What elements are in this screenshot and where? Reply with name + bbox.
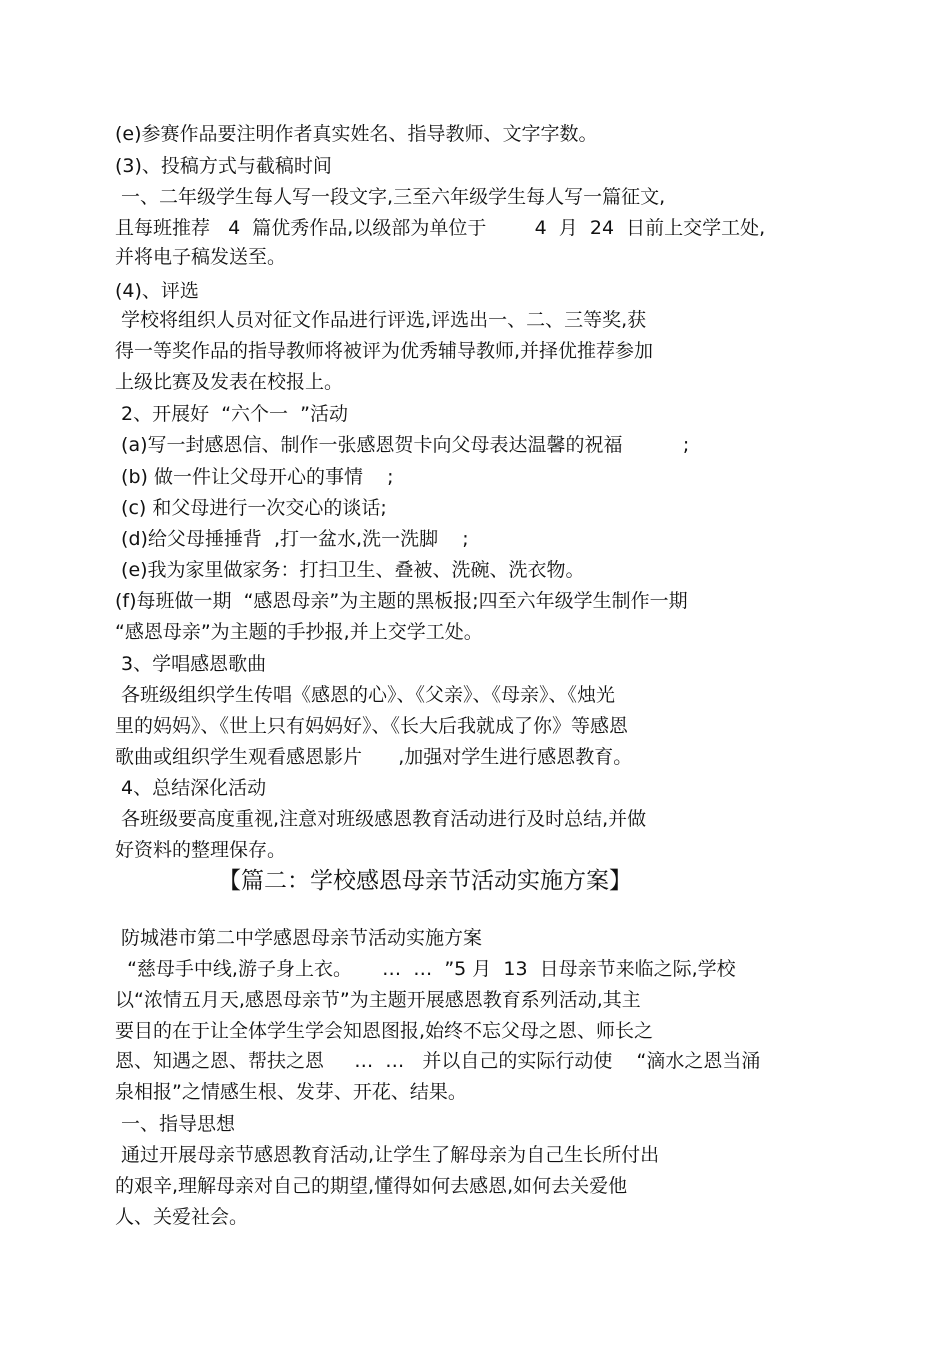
text-line: 且每班推荐 4 篇优秀作品,以级部为单位于 4 月 24 日前上交学工处, xyxy=(115,217,766,239)
text-line: 2、开展好 “六个一 ”活动 xyxy=(115,403,348,425)
text-line: 歌曲或组织学生观看感恩影片 ,加强对学生进行感恩教育。 xyxy=(115,746,633,768)
text-line: 恩、知遇之恩、帮扶之恩 … … 并以自己的实际行动使 “滴水之恩当涌 xyxy=(115,1050,761,1072)
text-line: (b) 做一件让父母开心的事情 ; xyxy=(115,466,394,488)
section-heading: 【篇二：学校感恩母亲节活动实施方案】 xyxy=(218,868,632,894)
text-line: 3、学唱感恩歌曲 xyxy=(115,653,267,675)
text-line: 学校将组织人员对征文作品进行评选,评选出一、二、三等奖,获 xyxy=(115,309,647,331)
text-line: 上级比赛及发表在校报上。 xyxy=(115,371,344,393)
text-line: (f)每班做一期 “感恩母亲”为主题的黑板报;四至六年级学生制作一期 xyxy=(115,590,688,612)
text-line: (3)、投稿方式与截稿时间 xyxy=(115,155,332,177)
text-line: “感恩母亲”为主题的手抄报,并上交学工处。 xyxy=(115,621,483,643)
text-line: 各班级组织学生传唱《感恩的心》、《父亲》、《母亲》、《烛光 xyxy=(115,684,616,706)
text-line: 要目的在于让全体学生学会知恩图报,始终不忘父母之恩、师长之 xyxy=(115,1020,654,1042)
text-line: 里的妈妈》、《世上只有妈妈好》、《长大后我就成了你》等感恩 xyxy=(115,715,629,737)
text-line: (e)参赛作品要注明作者真实姓名、指导教师、文字字数。 xyxy=(115,123,598,145)
text-line: 各班级要高度重视,注意对班级感恩教育活动进行及时总结,并做 xyxy=(115,808,647,830)
text-line: 4、总结深化活动 xyxy=(115,777,267,799)
text-line: 的艰辛,理解母亲对自己的期望,懂得如何去感恩,如何去关爱他 xyxy=(115,1175,628,1197)
text-line: 人、关爱社会。 xyxy=(115,1206,249,1228)
text-line: (a)写一封感恩信、制作一张感恩贺卡向父母表达温馨的祝福 ; xyxy=(115,434,690,456)
text-line: 防城港市第二中学感恩母亲节活动实施方案 xyxy=(115,927,483,949)
text-line: 得一等奖作品的指导教师将被评为优秀辅导教师,并择优推荐参加 xyxy=(115,340,654,362)
text-line: (d)给父母捶捶背 ,打一盆水,洗一洗脚 ; xyxy=(115,528,469,550)
text-line: (e)我为家里做家务：打扫卫生、叠被、洗碗、洗衣物。 xyxy=(115,559,585,581)
text-line: 并将电子稿发送至。 xyxy=(115,246,287,268)
text-line: 以“浓情五月天,感恩母亲节”为主题开展感恩教育系列活动,其主 xyxy=(115,989,641,1011)
text-line: 通过开展母亲节感恩教育活动,让学生了解母亲为自己生长所付出 xyxy=(115,1144,660,1166)
text-line: 一、指导思想 xyxy=(115,1113,236,1135)
text-line: (4)、评选 xyxy=(115,280,199,302)
text-line: 好资料的整理保存。 xyxy=(115,839,287,861)
text-line: “慈母手中线,游子身上衣。 … … ”5 月 13 日母亲节来临之际,学校 xyxy=(115,958,736,980)
text-line: 泉相报”之情感生根、发芽、开花、结果。 xyxy=(115,1081,467,1103)
text-line: (c) 和父母进行一次交心的谈话; xyxy=(115,497,387,519)
text-line: 一、二年级学生每人写一段文字,三至六年级学生每人写一篇征文, xyxy=(115,186,666,208)
